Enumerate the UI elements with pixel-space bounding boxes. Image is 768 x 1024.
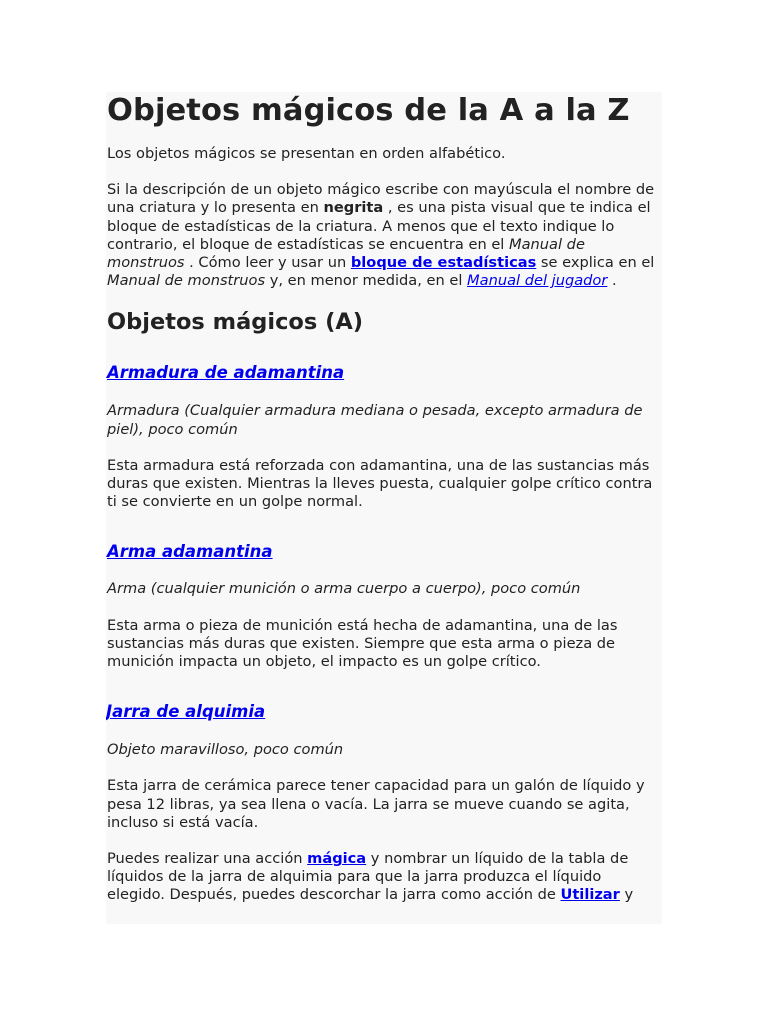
item-link-armadura-de-adamantina[interactable]: Armadura de adamantina [107,363,345,383]
item-description: Esta jarra de cerámica parece tener capacidad para un galón de líquido y pesa 12 libras, ya sea llena o vacía. La jarra se mueve cuando se agita, incluso si está vacía. [107,777,645,831]
document-page [106,92,662,924]
item-link-arma-adamantina[interactable]: Arma adamantina [107,542,273,562]
utilize-action-link[interactable]: Utilizar [560,886,620,904]
item-link-jarra-de-alquimia[interactable]: Jarra de alquimia [106,702,266,722]
item-text: y [619,886,634,904]
item-description-2 [107,850,662,905]
intro-text-c: . Cómo leer y usar un [184,254,351,272]
players-handbook-link[interactable]: Manual del jugador [467,272,608,290]
intro-text-d: se explica en el [536,254,655,272]
page-title: Objetos mágicos de la A a la Z [107,93,630,128]
intro-text-f: . [607,272,617,290]
book-reference: Manual de monstruos [107,272,266,290]
item-description: Esta arma o pieza de munición está hecha de adamantina, una de las sustancias más duras que existen. Siempre que esta arma o pieza de munición impacta un objeto, el impacto es un golpe crítico. [107,616,618,671]
intro-text-a: Si la descripción de un objeto mágico escribe con mayúscula el nombre de una criatura y lo presenta en [107,181,655,217]
bold-term: negrita [323,199,384,217]
item-heading [106,702,662,722]
book-reference: Manual de monstruos [107,235,585,272]
intro-text-e: y, en menor medida, en el [265,272,468,290]
magic-action-link[interactable]: mágica [307,850,367,868]
item-heading [107,542,662,562]
stat-block-link[interactable]: bloque de estadísticas [350,254,537,272]
item-type: Objeto maravilloso, poco común [107,741,344,759]
item-text: Puedes realizar una acción [107,850,308,868]
item-text: y nombrar un líquido de la tabla de líquidos de la jarra de alquimia para que la jarra produzca el líquido elegido. Después, puedes descorchar la jarra como acción de [107,850,629,904]
intro-text-1: Los objetos mágicos se presentan en orden alfabético. [107,145,506,162]
document-content [106,92,662,905]
item-heading [107,363,662,383]
intro-text-b: , es una pista visual que te indica el bloque de estadísticas de la criatura. A menos que el texto indique lo contrario, el bloque de estadísticas se encuentra en el [107,199,651,253]
intro-paragraph-2 [107,181,662,290]
item-type: Arma (cualquier munición o arma cuerpo a cuerpo), poco común [107,580,581,598]
item-description: Esta armadura está reforzada con adamantina, una de las sustancias más duras que existen. Mientras la lleves puesta, cualquier golpe crítico contra ti se convierte en un golpe normal. [107,456,653,511]
section-heading: Objetos mágicos (A) [107,309,364,336]
item-type: Armadura (Cualquier armadura mediana o pesada, excepto armadura de piel), poco común [107,402,643,438]
intro-paragraph-1 [107,145,662,163]
